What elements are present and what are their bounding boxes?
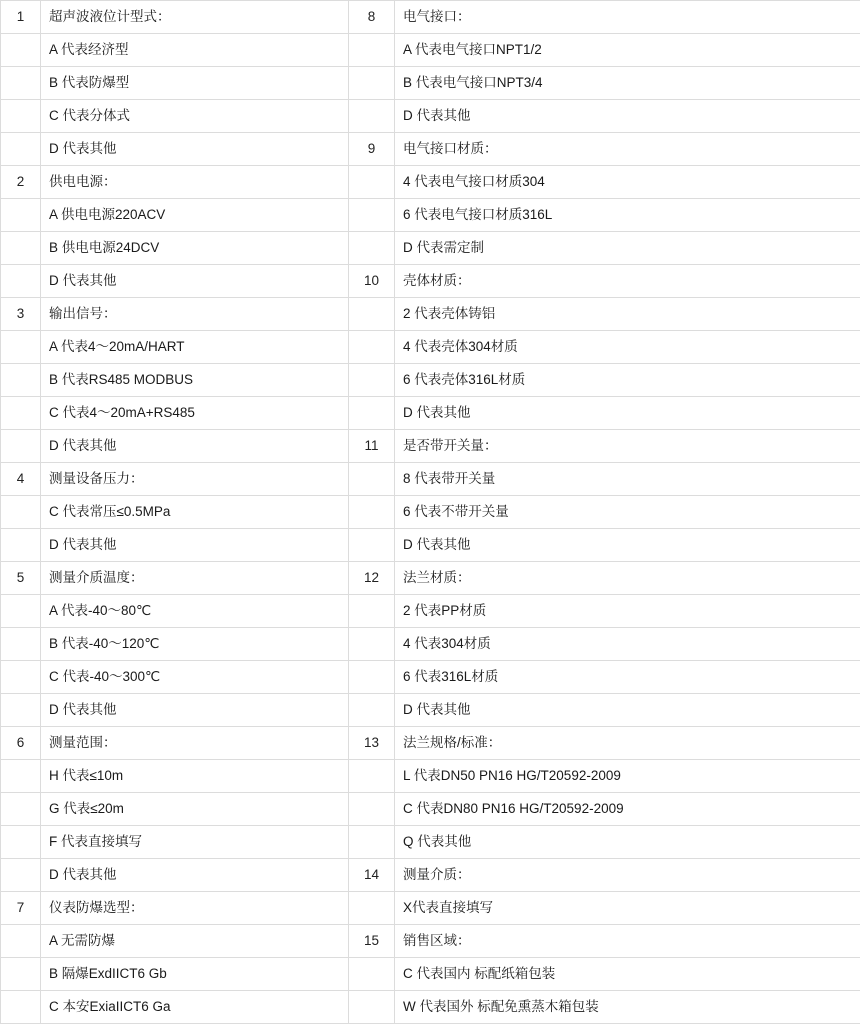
row-index-left: 5	[1, 562, 41, 595]
table-row	[1, 133, 860, 166]
row-index-right	[349, 991, 395, 1024]
row-index-right	[349, 595, 395, 628]
row-index-right: 15	[349, 925, 395, 958]
category-label-left: 测量设备压力：	[41, 463, 349, 496]
option-label-right: 2 代表PP材质	[395, 595, 860, 628]
row-index-right: 8	[349, 1, 395, 34]
table-row	[1, 298, 860, 331]
table-row	[1, 892, 860, 925]
option-label-left: A 供电电源220ACV	[41, 199, 349, 232]
option-label-right: Q 代表其他	[395, 826, 860, 859]
option-label-left: B 代表RS485 MODBUS	[41, 364, 349, 397]
table-row	[1, 265, 860, 298]
row-index-left: 3	[1, 298, 41, 331]
table-row	[1, 628, 860, 661]
table-row	[1, 232, 860, 265]
row-index-left	[1, 232, 41, 265]
row-index-left	[1, 265, 41, 298]
row-index-right	[349, 463, 395, 496]
option-label-right: 4 代表304材质	[395, 628, 860, 661]
row-index-right	[349, 331, 395, 364]
row-index-left	[1, 331, 41, 364]
option-label-right: D 代表其他	[395, 100, 860, 133]
option-label-right: X代表直接填写	[395, 892, 860, 925]
option-label-right: D 代表其他	[395, 694, 860, 727]
row-index-right: 10	[349, 265, 395, 298]
category-label-right: 法兰材质：	[395, 562, 860, 595]
option-label-left: B 代表-40～120℃	[41, 628, 349, 661]
table-row	[1, 727, 860, 760]
row-index-left	[1, 34, 41, 67]
row-index-right	[349, 958, 395, 991]
table-row	[1, 496, 860, 529]
row-index-left: 7	[1, 892, 41, 925]
table-row	[1, 694, 860, 727]
row-index-left	[1, 67, 41, 100]
row-index-left	[1, 100, 41, 133]
row-index-left	[1, 364, 41, 397]
row-index-left	[1, 661, 41, 694]
category-label-left: 供电电源：	[41, 166, 349, 199]
option-label-left: A 无需防爆	[41, 925, 349, 958]
option-label-right: 4 代表壳体304材质	[395, 331, 860, 364]
table-row	[1, 661, 860, 694]
row-index-right	[349, 661, 395, 694]
row-index-left	[1, 199, 41, 232]
option-label-left: C 代表分体式	[41, 100, 349, 133]
row-index-left	[1, 430, 41, 463]
table-row	[1, 1, 860, 34]
row-index-right: 11	[349, 430, 395, 463]
row-index-left: 2	[1, 166, 41, 199]
option-label-right: 6 代表电气接口材质316L	[395, 199, 860, 232]
table-row	[1, 859, 860, 892]
row-index-left	[1, 628, 41, 661]
row-index-right	[349, 199, 395, 232]
option-label-left: C 本安ExiaIICT6 Ga	[41, 991, 349, 1024]
option-label-right: B 代表电气接口NPT3/4	[395, 67, 860, 100]
option-label-left: B 隔爆ExdIICT6 Gb	[41, 958, 349, 991]
row-index-left	[1, 859, 41, 892]
row-index-left: 6	[1, 727, 41, 760]
option-label-right: 6 代表316L材质	[395, 661, 860, 694]
table-row	[1, 529, 860, 562]
row-index-right	[349, 364, 395, 397]
option-label-left: H 代表≤10m	[41, 760, 349, 793]
table-row	[1, 991, 860, 1024]
category-label-right: 电气接口：	[395, 1, 860, 34]
row-index-right	[349, 793, 395, 826]
option-label-left: G 代表≤20m	[41, 793, 349, 826]
option-label-right: 6 代表不带开关量	[395, 496, 860, 529]
category-label-right: 是否带开关量：	[395, 430, 860, 463]
row-index-left	[1, 595, 41, 628]
option-label-right: D 代表其他	[395, 529, 860, 562]
table-row	[1, 331, 860, 364]
option-label-right: L 代表DN50 PN16 HG/T20592-2009	[395, 760, 860, 793]
row-index-left	[1, 958, 41, 991]
row-index-left	[1, 496, 41, 529]
option-label-right: C 代表国内 标配纸箱包装	[395, 958, 860, 991]
option-label-left: C 代表常压≤0.5MPa	[41, 496, 349, 529]
table-row	[1, 925, 860, 958]
table-row	[1, 430, 860, 463]
option-label-left: D 代表其他	[41, 529, 349, 562]
row-index-left	[1, 793, 41, 826]
table-row	[1, 826, 860, 859]
row-index-right	[349, 232, 395, 265]
table-row	[1, 100, 860, 133]
row-index-left	[1, 760, 41, 793]
category-label-right: 电气接口材质：	[395, 133, 860, 166]
table-row	[1, 760, 860, 793]
table-row	[1, 166, 860, 199]
category-label-right: 测量介质：	[395, 859, 860, 892]
row-index-right	[349, 628, 395, 661]
table-row	[1, 34, 860, 67]
option-label-right: D 代表需定制	[395, 232, 860, 265]
option-label-left: B 代表防爆型	[41, 67, 349, 100]
option-label-right: A 代表电气接口NPT1/2	[395, 34, 860, 67]
option-label-left: D 代表其他	[41, 265, 349, 298]
category-label-left: 测量范围：	[41, 727, 349, 760]
option-label-left: C 代表-40～300℃	[41, 661, 349, 694]
row-index-right: 9	[349, 133, 395, 166]
row-index-right	[349, 100, 395, 133]
row-index-left: 4	[1, 463, 41, 496]
option-label-left: D 代表其他	[41, 694, 349, 727]
option-label-right: 4 代表电气接口材质304	[395, 166, 860, 199]
row-index-left	[1, 925, 41, 958]
option-label-left: A 代表-40～80℃	[41, 595, 349, 628]
option-label-right: 2 代表壳体铸铝	[395, 298, 860, 331]
row-index-right	[349, 892, 395, 925]
category-label-right: 销售区域：	[395, 925, 860, 958]
row-index-right	[349, 496, 395, 529]
row-index-right	[349, 397, 395, 430]
row-index-right	[349, 166, 395, 199]
option-label-right: C 代表DN80 PN16 HG/T20592-2009	[395, 793, 860, 826]
row-index-left	[1, 694, 41, 727]
specification-table-body	[1, 1, 860, 1024]
table-row	[1, 463, 860, 496]
table-row	[1, 793, 860, 826]
option-label-left: F 代表直接填写	[41, 826, 349, 859]
row-index-right: 12	[349, 562, 395, 595]
row-index-right: 13	[349, 727, 395, 760]
row-index-right	[349, 694, 395, 727]
row-index-right	[349, 529, 395, 562]
option-label-left: B 供电电源24DCV	[41, 232, 349, 265]
row-index-left	[1, 529, 41, 562]
row-index-right	[349, 34, 395, 67]
option-label-right: W 代表国外 标配免熏蒸木箱包装	[395, 991, 860, 1024]
row-index-right	[349, 826, 395, 859]
row-index-left: 1	[1, 1, 41, 34]
row-index-right	[349, 298, 395, 331]
row-index-right	[349, 67, 395, 100]
category-label-left: 仪表防爆选型：	[41, 892, 349, 925]
table-row	[1, 958, 860, 991]
row-index-right: 14	[349, 859, 395, 892]
option-label-left: D 代表其他	[41, 133, 349, 166]
option-label-left: A 代表4～20mA/HART	[41, 331, 349, 364]
table-row	[1, 595, 860, 628]
option-label-right: D 代表其他	[395, 397, 860, 430]
option-label-left: D 代表其他	[41, 430, 349, 463]
category-label-left: 测量介质温度：	[41, 562, 349, 595]
table-row	[1, 397, 860, 430]
option-label-right: 8 代表带开关量	[395, 463, 860, 496]
row-index-left	[1, 133, 41, 166]
table-row	[1, 67, 860, 100]
option-label-right: 6 代表壳体316L材质	[395, 364, 860, 397]
table-row	[1, 562, 860, 595]
row-index-left	[1, 397, 41, 430]
option-label-left: A 代表经济型	[41, 34, 349, 67]
row-index-left	[1, 991, 41, 1024]
table-row	[1, 199, 860, 232]
category-label-left: 输出信号：	[41, 298, 349, 331]
table-row	[1, 364, 860, 397]
category-label-right: 法兰规格/标准：	[395, 727, 860, 760]
option-label-left: C 代表4～20mA+RS485	[41, 397, 349, 430]
row-index-left	[1, 826, 41, 859]
row-index-right	[349, 760, 395, 793]
category-label-left: 超声波液位计型式：	[41, 1, 349, 34]
category-label-right: 壳体材质：	[395, 265, 860, 298]
option-label-left: D 代表其他	[41, 859, 349, 892]
